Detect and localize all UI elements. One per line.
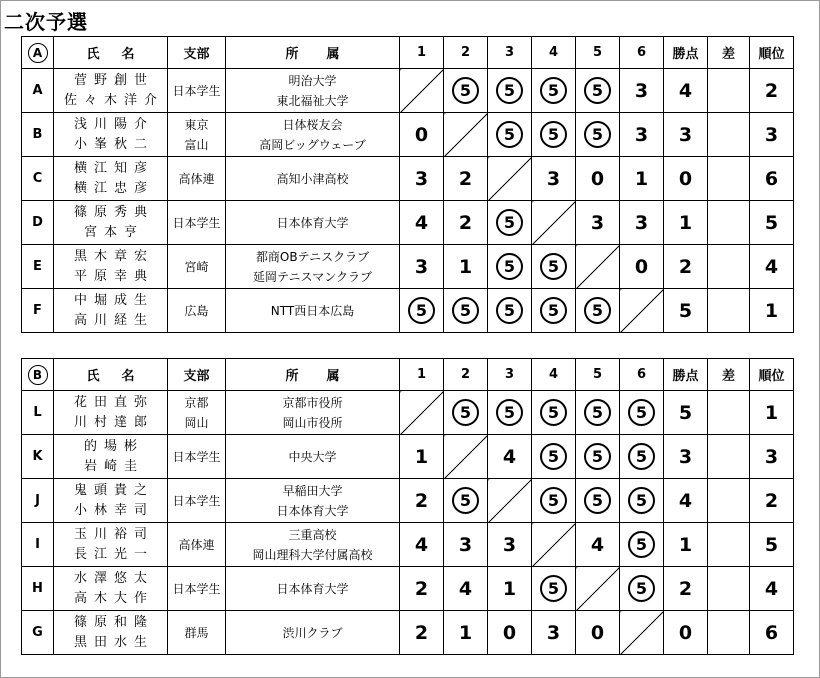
player-name: 宮本亨 (83, 224, 144, 240)
header-col-5: 5 (576, 37, 620, 69)
diff (708, 201, 750, 245)
affiliation-name: 明治大学 (288, 73, 337, 88)
score-cell: 1 (400, 435, 444, 479)
win-score: 5 (540, 443, 567, 470)
player-names (54, 289, 168, 333)
score-cell (488, 245, 532, 289)
header-diff: 差 (708, 37, 750, 69)
points: 0 (664, 611, 708, 655)
score-cell: 2 (444, 157, 488, 201)
score-cell (576, 435, 620, 479)
rank: 3 (750, 113, 794, 157)
player-name: 横江知彦 (73, 160, 154, 176)
table-row (22, 69, 794, 113)
table-row (22, 245, 794, 289)
header-affiliation: 所属 (226, 37, 400, 69)
affiliation (226, 523, 400, 567)
rank: 3 (750, 435, 794, 479)
header-name: 氏名 (54, 37, 168, 69)
affiliation-name: 日本体育大学 (276, 581, 349, 596)
win-score: 5 (584, 399, 611, 426)
header-col-1: 1 (400, 359, 444, 391)
score-cell (444, 113, 488, 157)
diff (708, 611, 750, 655)
score-cell (488, 289, 532, 333)
win-score: 5 (584, 297, 611, 324)
score-cell (488, 391, 532, 435)
score-cell (488, 201, 532, 245)
score-cell: 0 (488, 611, 532, 655)
branch (168, 523, 226, 567)
score-cell (488, 479, 532, 523)
points: 5 (664, 391, 708, 435)
points: 2 (664, 245, 708, 289)
score-cell: 0 (576, 157, 620, 201)
header-branch: 支部 (168, 37, 226, 69)
header-branch: 支部 (168, 359, 226, 391)
table-row (22, 201, 794, 245)
score-cell: 0 (400, 113, 444, 157)
player-name: 玉川裕司 (73, 526, 154, 542)
branch-name: 日本学生 (172, 83, 221, 98)
affiliation-name: 東北福祉大学 (276, 93, 349, 108)
header-col-2: 2 (444, 37, 488, 69)
affiliation-name: 岡山市役所 (282, 415, 343, 430)
points: 0 (664, 157, 708, 201)
win-score: 5 (452, 487, 479, 514)
score-cell (620, 523, 664, 567)
score-cell (532, 201, 576, 245)
score-cell (620, 289, 664, 333)
branch-name: 宮崎 (184, 259, 209, 274)
score-cell (488, 69, 532, 113)
affiliation-name: 高岡ビッグウェーブ (259, 137, 366, 152)
header-col-2: 2 (444, 359, 488, 391)
table-row (22, 157, 794, 201)
score-cell (532, 289, 576, 333)
diff (708, 113, 750, 157)
points: 4 (664, 69, 708, 113)
points: 4 (664, 479, 708, 523)
player-name: 黒木章宏 (73, 248, 154, 264)
team-id: C (22, 157, 54, 201)
score-cell: 4 (400, 523, 444, 567)
affiliation-name: NTT西日本広島 (270, 303, 355, 318)
player-names (54, 113, 168, 157)
header-col-4: 4 (532, 37, 576, 69)
player-name: 鬼頭貴之 (73, 482, 154, 498)
points: 2 (664, 567, 708, 611)
header-row (22, 359, 794, 391)
score-cell (444, 479, 488, 523)
win-score: 5 (496, 209, 523, 236)
team-id: A (22, 69, 54, 113)
header-affiliation: 所属 (226, 359, 400, 391)
branch-name: 広島 (184, 303, 209, 318)
player-name: 花田直弥 (73, 394, 154, 410)
win-score: 5 (496, 77, 523, 104)
branch-name: 高体連 (178, 171, 215, 186)
header-rank: 順位 (750, 359, 794, 391)
win-score: 5 (628, 575, 655, 602)
score-cell (620, 567, 664, 611)
branch (168, 289, 226, 333)
affiliation-name: 日本体育大学 (276, 503, 349, 518)
rank: 1 (750, 391, 794, 435)
win-score: 5 (408, 297, 435, 324)
score-cell: 3 (620, 201, 664, 245)
affiliation-name: 中央大学 (288, 449, 337, 464)
header-diff: 差 (708, 359, 750, 391)
team-id: I (22, 523, 54, 567)
score-cell (444, 391, 488, 435)
affiliation-name: 早稲田大学 (282, 483, 343, 498)
table-row (22, 435, 794, 479)
win-score: 5 (496, 121, 523, 148)
score-cell (532, 523, 576, 567)
team-id: K (22, 435, 54, 479)
player-name: 的場彬 (83, 438, 144, 454)
header-col-6: 6 (620, 37, 664, 69)
affiliation-name: 京都市役所 (282, 395, 343, 410)
diff (708, 245, 750, 289)
score-cell (532, 245, 576, 289)
branch (168, 201, 226, 245)
diff (708, 69, 750, 113)
score-cell: 2 (400, 611, 444, 655)
header-col-4: 4 (532, 359, 576, 391)
affiliation-name: 延岡テニスマンクラブ (252, 269, 373, 284)
player-name: 川村達郎 (73, 414, 154, 430)
score-cell: 1 (488, 567, 532, 611)
score-cell: 3 (576, 201, 620, 245)
affiliation (226, 611, 400, 655)
player-name: 高川経生 (73, 312, 154, 328)
header-name: 氏名 (54, 359, 168, 391)
header-points: 勝点 (664, 359, 708, 391)
win-score: 5 (628, 487, 655, 514)
team-id: F (22, 289, 54, 333)
score-cell: 2 (400, 567, 444, 611)
score-cell (576, 245, 620, 289)
group-label: A (28, 43, 48, 63)
player-name: 中堀成生 (73, 292, 154, 308)
score-cell: 3 (400, 157, 444, 201)
header-col-3: 3 (488, 359, 532, 391)
diff (708, 391, 750, 435)
branch-name: 岡山 (184, 415, 209, 430)
table-row (22, 611, 794, 655)
table-row (22, 567, 794, 611)
score-cell: 3 (532, 611, 576, 655)
team-id: L (22, 391, 54, 435)
score-cell (576, 69, 620, 113)
rank: 5 (750, 201, 794, 245)
score-cell (620, 479, 664, 523)
table-row (22, 523, 794, 567)
affiliation-name: 高知小津高校 (276, 171, 349, 186)
branch-name: 高体連 (178, 537, 215, 552)
branch-name: 日本学生 (172, 581, 221, 596)
player-name: 平原幸典 (73, 268, 154, 284)
branch (168, 391, 226, 435)
player-name: 岩崎圭 (83, 458, 144, 474)
affiliation (226, 69, 400, 113)
win-score: 5 (540, 487, 567, 514)
score-cell: 0 (576, 611, 620, 655)
team-id: E (22, 245, 54, 289)
points: 5 (664, 289, 708, 333)
affiliation (226, 245, 400, 289)
player-name: 篠原和隆 (73, 614, 154, 630)
table-row (22, 113, 794, 157)
score-cell (576, 391, 620, 435)
score-cell (400, 69, 444, 113)
score-cell (576, 289, 620, 333)
table-row (22, 391, 794, 435)
score-cell (532, 567, 576, 611)
diff (708, 435, 750, 479)
diff (708, 289, 750, 333)
win-score: 5 (540, 575, 567, 602)
score-cell: 1 (620, 157, 664, 201)
affiliation (226, 435, 400, 479)
win-score: 5 (540, 77, 567, 104)
player-names (54, 157, 168, 201)
points: 3 (664, 113, 708, 157)
team-id: J (22, 479, 54, 523)
score-cell (444, 289, 488, 333)
affiliation (226, 391, 400, 435)
branch-name: 日本学生 (172, 493, 221, 508)
score-cell: 4 (576, 523, 620, 567)
score-cell (532, 69, 576, 113)
team-id: H (22, 567, 54, 611)
win-score: 5 (628, 531, 655, 558)
pool-a-table (21, 36, 794, 333)
win-score: 5 (628, 399, 655, 426)
table-row (22, 289, 794, 333)
score-cell (444, 435, 488, 479)
player-name: 小林幸司 (73, 502, 154, 518)
win-score: 5 (540, 253, 567, 280)
affiliation (226, 201, 400, 245)
score-cell: 3 (532, 157, 576, 201)
branch-name: 東京 (184, 117, 209, 132)
player-name: 高木大作 (73, 590, 154, 606)
score-cell: 2 (444, 201, 488, 245)
header-row (22, 37, 794, 69)
affiliation-name: 日体桜友会 (282, 117, 343, 132)
player-names (54, 69, 168, 113)
score-cell (576, 479, 620, 523)
affiliation (226, 157, 400, 201)
player-name: 水澤悠太 (73, 570, 154, 586)
team-id: D (22, 201, 54, 245)
win-score: 5 (540, 297, 567, 324)
points: 1 (664, 523, 708, 567)
player-names (54, 479, 168, 523)
win-score: 5 (540, 399, 567, 426)
affiliation (226, 567, 400, 611)
rank: 5 (750, 523, 794, 567)
affiliation (226, 289, 400, 333)
score-cell (620, 611, 664, 655)
rank: 2 (750, 69, 794, 113)
player-name: 長江光一 (73, 546, 154, 562)
score-cell (532, 391, 576, 435)
rank: 1 (750, 289, 794, 333)
rank: 4 (750, 567, 794, 611)
score-cell: 2 (400, 479, 444, 523)
diff (708, 479, 750, 523)
win-score: 5 (496, 399, 523, 426)
branch-name: 日本学生 (172, 449, 221, 464)
player-name: 横江忠彦 (73, 180, 154, 196)
points: 1 (664, 201, 708, 245)
diff (708, 157, 750, 201)
branch-name: 日本学生 (172, 215, 221, 230)
score-cell: 0 (620, 245, 664, 289)
header-col-3: 3 (488, 37, 532, 69)
affiliation-name: 日本体育大学 (276, 215, 349, 230)
header-rank: 順位 (750, 37, 794, 69)
player-name: 小峯秋二 (73, 136, 154, 152)
header-col-5: 5 (576, 359, 620, 391)
rank: 2 (750, 479, 794, 523)
group-label-cell (22, 359, 54, 391)
score-cell: 3 (620, 69, 664, 113)
header-col-6: 6 (620, 359, 664, 391)
player-names (54, 201, 168, 245)
score-cell (400, 289, 444, 333)
win-score: 5 (584, 121, 611, 148)
win-score: 5 (540, 121, 567, 148)
win-score: 5 (628, 443, 655, 470)
header-col-1: 1 (400, 37, 444, 69)
branch-name: 富山 (184, 137, 209, 152)
score-cell (488, 157, 532, 201)
win-score: 5 (584, 487, 611, 514)
branch (168, 567, 226, 611)
win-score: 5 (496, 253, 523, 280)
pool-b-table (21, 358, 794, 655)
affiliation (226, 479, 400, 523)
score-cell (620, 391, 664, 435)
player-names (54, 391, 168, 435)
score-cell: 3 (488, 523, 532, 567)
score-cell: 1 (444, 611, 488, 655)
page-title: 二次予選 (4, 10, 88, 34)
player-names (54, 567, 168, 611)
affiliation-name: 岡山理科大学付属高校 (252, 547, 373, 562)
player-names (54, 435, 168, 479)
win-score: 5 (452, 297, 479, 324)
branch (168, 611, 226, 655)
branch (168, 245, 226, 289)
diff (708, 523, 750, 567)
score-cell (400, 391, 444, 435)
score-cell: 1 (444, 245, 488, 289)
affiliation-name: 都商OBテニスクラブ (255, 249, 370, 264)
team-id: B (22, 113, 54, 157)
table-row (22, 479, 794, 523)
score-cell: 3 (400, 245, 444, 289)
player-name: 黒田水生 (73, 634, 154, 650)
player-names (54, 245, 168, 289)
branch (168, 435, 226, 479)
group-label-cell (22, 37, 54, 69)
branch-name: 群馬 (184, 625, 209, 640)
rank: 6 (750, 611, 794, 655)
branch (168, 479, 226, 523)
branch (168, 157, 226, 201)
affiliation (226, 113, 400, 157)
score-cell: 4 (488, 435, 532, 479)
branch-name: 京都 (184, 395, 209, 410)
diff (708, 567, 750, 611)
win-score: 5 (584, 77, 611, 104)
team-id: G (22, 611, 54, 655)
score-cell (576, 113, 620, 157)
affiliation-name: 渋川クラブ (282, 625, 343, 640)
player-name: 菅野創世 (73, 72, 154, 88)
score-cell (444, 69, 488, 113)
group-label: B (28, 365, 48, 385)
player-names (54, 523, 168, 567)
score-cell: 3 (620, 113, 664, 157)
score-cell (620, 435, 664, 479)
player-names (54, 611, 168, 655)
win-score: 5 (496, 297, 523, 324)
score-cell (576, 567, 620, 611)
win-score: 5 (584, 443, 611, 470)
rank: 4 (750, 245, 794, 289)
header-points: 勝点 (664, 37, 708, 69)
player-name: 篠原秀典 (73, 204, 154, 220)
score-cell (488, 113, 532, 157)
points: 3 (664, 435, 708, 479)
score-cell (532, 435, 576, 479)
player-name: 佐々木洋介 (63, 92, 164, 108)
rank: 6 (750, 157, 794, 201)
player-name: 浅川陽介 (73, 116, 154, 132)
branch (168, 69, 226, 113)
score-cell: 4 (400, 201, 444, 245)
branch (168, 113, 226, 157)
win-score: 5 (452, 399, 479, 426)
win-score: 5 (452, 77, 479, 104)
score-cell: 4 (444, 567, 488, 611)
affiliation-name: 三重高校 (288, 527, 337, 542)
score-cell: 3 (444, 523, 488, 567)
score-cell (532, 113, 576, 157)
score-cell (532, 479, 576, 523)
